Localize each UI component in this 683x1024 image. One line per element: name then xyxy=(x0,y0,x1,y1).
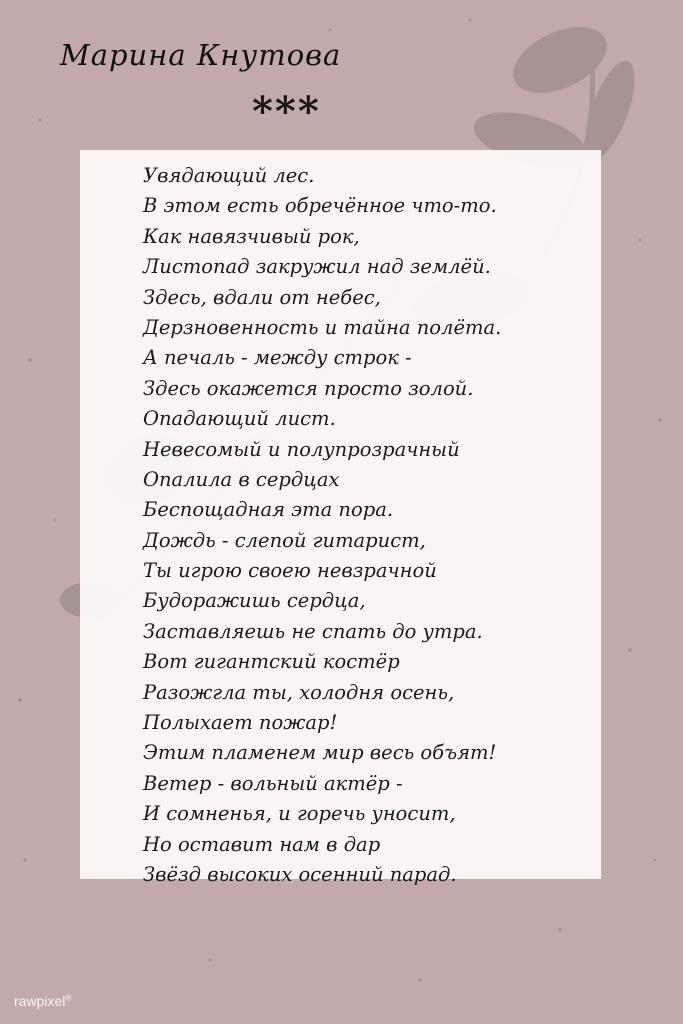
watermark-text: rawpixel xyxy=(14,993,66,1009)
poem-line: Опалила в сердцах xyxy=(143,467,340,491)
poem-line: Здесь окажется просто золой. xyxy=(143,376,474,400)
separator-stars: *** xyxy=(252,88,321,135)
poem-line: Как навязчивый рок, xyxy=(143,224,360,248)
poem-line: Заставляешь не спать до утра. xyxy=(143,619,483,643)
poem-line: Ветер - вольный актёр - xyxy=(143,771,403,795)
poem-line: Этим пламенем мир весь объят! xyxy=(143,741,497,765)
poem-line: Ты игрою своею невзрачной xyxy=(143,559,437,583)
poem-line: Здесь, вдали от небес, xyxy=(143,285,381,309)
poem-line: И сомненья, и горечь уносит, xyxy=(143,802,456,826)
poem-line: Беспощадная эта пора. xyxy=(143,498,394,522)
author-name: Марина Кнутова xyxy=(60,38,342,72)
rawpixel-watermark xyxy=(14,993,71,1009)
poem-line: Дождь - слепой гитарист, xyxy=(143,528,426,552)
poem-line: А печаль - между строк - xyxy=(143,346,412,370)
poem-line: Полыхает пожар! xyxy=(143,711,338,735)
poem-line: Будоражишь сердца, xyxy=(143,589,366,613)
poem-line: В этом есть обречённое что-то. xyxy=(143,194,497,218)
poem-text xyxy=(143,161,501,890)
poem-line: Невесомый и полупрозрачный xyxy=(143,437,460,461)
poem-line: Листопад закружил над землёй. xyxy=(143,255,491,279)
poem-line: Но оставит нам в дар xyxy=(143,832,381,856)
poem-line: Опадающий лист. xyxy=(143,407,336,431)
poem-line: Увядающий лес. xyxy=(143,164,315,187)
poem-line: Разожгла ты, холодня осень, xyxy=(143,680,455,704)
registered-mark-icon: ® xyxy=(65,993,72,1003)
poem-line: Звёзд высоких осенний парад. xyxy=(143,862,457,886)
poem-line: Дерзновенность и тайна полёта. xyxy=(143,315,502,339)
poem-line: Вот гигантский костёр xyxy=(143,650,400,674)
